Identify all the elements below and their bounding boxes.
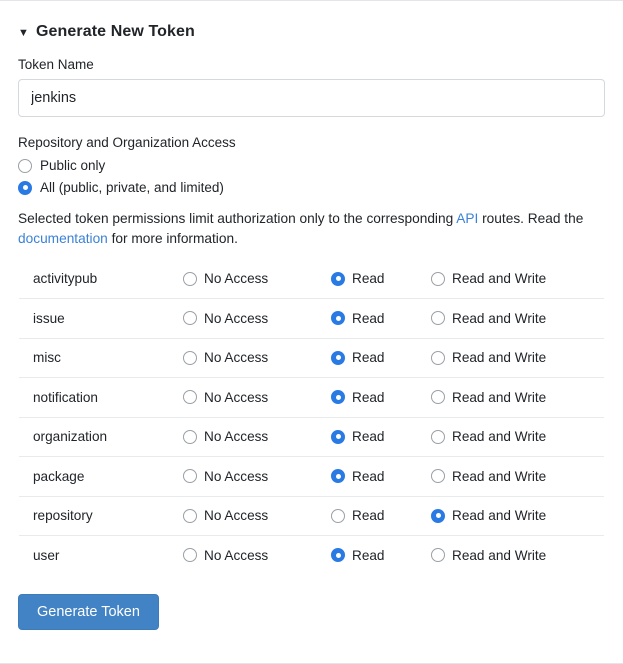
permission-option-label: No Access (204, 389, 269, 405)
permission-option-read[interactable] (331, 417, 431, 457)
radio-icon[interactable] (431, 311, 445, 325)
permission-option-read[interactable] (331, 378, 431, 418)
permission-option-label: Read (352, 350, 385, 366)
permission-option-no-access[interactable] (183, 378, 331, 418)
section-header[interactable] (18, 23, 605, 41)
table-row (19, 417, 605, 457)
permission-option-label: No Access (204, 350, 269, 366)
api-link[interactable]: API (456, 211, 479, 226)
permission-option-label: Read (352, 468, 385, 484)
radio-icon[interactable] (331, 548, 345, 562)
permission-name: package (19, 457, 184, 497)
permission-option-no-access[interactable] (183, 417, 331, 457)
permission-option-label: No Access (204, 271, 269, 287)
radio-icon[interactable] (331, 390, 345, 404)
table-row (19, 259, 605, 299)
page-title: Generate New Token (36, 23, 195, 40)
permission-option-label: Read (352, 310, 385, 326)
radio-icon[interactable] (331, 509, 345, 523)
permission-option-label: No Access (204, 468, 269, 484)
radio-icon[interactable] (183, 548, 197, 562)
radio-icon[interactable] (183, 351, 197, 365)
radio-icon[interactable] (183, 272, 197, 286)
radio-icon[interactable] (331, 272, 345, 286)
token-name-label: Token Name (18, 57, 94, 72)
permission-option-label: Read and Write (452, 350, 547, 366)
radio-icon[interactable] (331, 351, 345, 365)
radio-icon[interactable] (431, 509, 445, 523)
description-text: Selected token permissions limit authorization only to the corresponding (18, 211, 457, 226)
radio-icon[interactable] (183, 430, 197, 444)
chevron-down-icon[interactable]: ▼ (18, 26, 29, 39)
permission-option-read-write[interactable] (431, 338, 605, 378)
radio-icon[interactable] (431, 272, 445, 286)
radio-icon[interactable] (183, 390, 197, 404)
permission-option-label: No Access (204, 508, 269, 524)
permission-option-read[interactable] (331, 338, 431, 378)
permission-option-read-write[interactable] (431, 457, 605, 497)
permission-option-read-write[interactable] (431, 378, 605, 418)
permission-option-label: No Access (204, 310, 269, 326)
radio-icon[interactable] (331, 430, 345, 444)
permission-name: organization (19, 417, 184, 457)
access-scope-option-all[interactable] (18, 180, 605, 195)
permissions-table-body (19, 259, 605, 575)
access-scope-option-label: All (public, private, and limited) (40, 180, 224, 195)
access-scope-option-label: Public only (40, 158, 106, 173)
description-text: routes. Read the (478, 211, 584, 226)
permission-option-label: Read and Write (452, 429, 547, 445)
permission-option-label: Read and Write (452, 468, 547, 484)
table-row (19, 457, 605, 497)
permission-option-read[interactable] (331, 299, 431, 339)
permission-option-no-access[interactable] (183, 299, 331, 339)
radio-icon[interactable] (431, 390, 445, 404)
permission-option-no-access[interactable] (183, 338, 331, 378)
permission-option-label: Read (352, 429, 385, 445)
radio-icon[interactable] (18, 181, 32, 195)
permission-option-read-write[interactable] (431, 299, 605, 339)
permission-option-read[interactable] (331, 536, 431, 576)
table-row (19, 338, 605, 378)
permission-option-label: Read (352, 389, 385, 405)
permission-option-read-write[interactable] (431, 259, 605, 299)
radio-icon[interactable] (331, 469, 345, 483)
table-row (19, 536, 605, 576)
radio-icon[interactable] (183, 311, 197, 325)
radio-icon[interactable] (331, 311, 345, 325)
radio-icon[interactable] (18, 159, 32, 173)
permission-option-no-access[interactable] (183, 536, 331, 576)
permission-option-read[interactable] (331, 496, 431, 536)
submit-row (18, 594, 605, 631)
generate-token-button[interactable]: Generate Token (18, 594, 159, 631)
description-text: for more information. (107, 230, 238, 246)
permission-option-label: Read (352, 271, 385, 287)
permission-option-read[interactable] (331, 259, 431, 299)
permissions-description (18, 209, 605, 249)
permission-option-label: Read and Write (452, 547, 547, 563)
permission-option-label: Read and Write (452, 310, 547, 326)
permission-name: notification (19, 378, 184, 418)
permission-option-no-access[interactable] (183, 259, 331, 299)
radio-icon[interactable] (431, 469, 445, 483)
table-row (19, 299, 605, 339)
permission-option-label: Read and Write (452, 389, 547, 405)
access-scope-option-public[interactable] (18, 158, 605, 173)
permission-option-read-write[interactable] (431, 496, 605, 536)
permission-option-label: Read and Write (452, 271, 547, 287)
access-scope-label: Repository and Organization Access (18, 135, 236, 150)
radio-icon[interactable] (183, 469, 197, 483)
permission-option-read[interactable] (331, 457, 431, 497)
documentation-link[interactable]: documentation (18, 230, 108, 246)
token-name-input[interactable] (18, 79, 605, 117)
permission-name: activitypub (33, 271, 98, 287)
radio-icon[interactable] (431, 548, 445, 562)
permission-option-read-write[interactable] (431, 536, 605, 576)
permission-option-read-write[interactable] (431, 417, 605, 457)
permission-option-label: Read (352, 547, 385, 563)
permission-option-label: No Access (204, 429, 269, 445)
permission-option-label: Read and Write (452, 508, 547, 524)
permission-option-no-access[interactable] (183, 457, 331, 497)
permission-name: repository (19, 496, 184, 536)
permission-name: issue (19, 299, 184, 339)
table-row (19, 496, 605, 536)
permission-name: user (19, 536, 184, 576)
permission-option-label: Read (352, 508, 385, 524)
permission-option-label: No Access (204, 547, 269, 563)
radio-icon[interactable] (431, 351, 445, 365)
table-row (19, 378, 605, 418)
permission-option-no-access[interactable] (183, 496, 331, 536)
radio-icon[interactable] (183, 509, 197, 523)
permissions-table (18, 259, 605, 576)
permission-name: misc (19, 338, 184, 378)
radio-icon[interactable] (431, 430, 445, 444)
